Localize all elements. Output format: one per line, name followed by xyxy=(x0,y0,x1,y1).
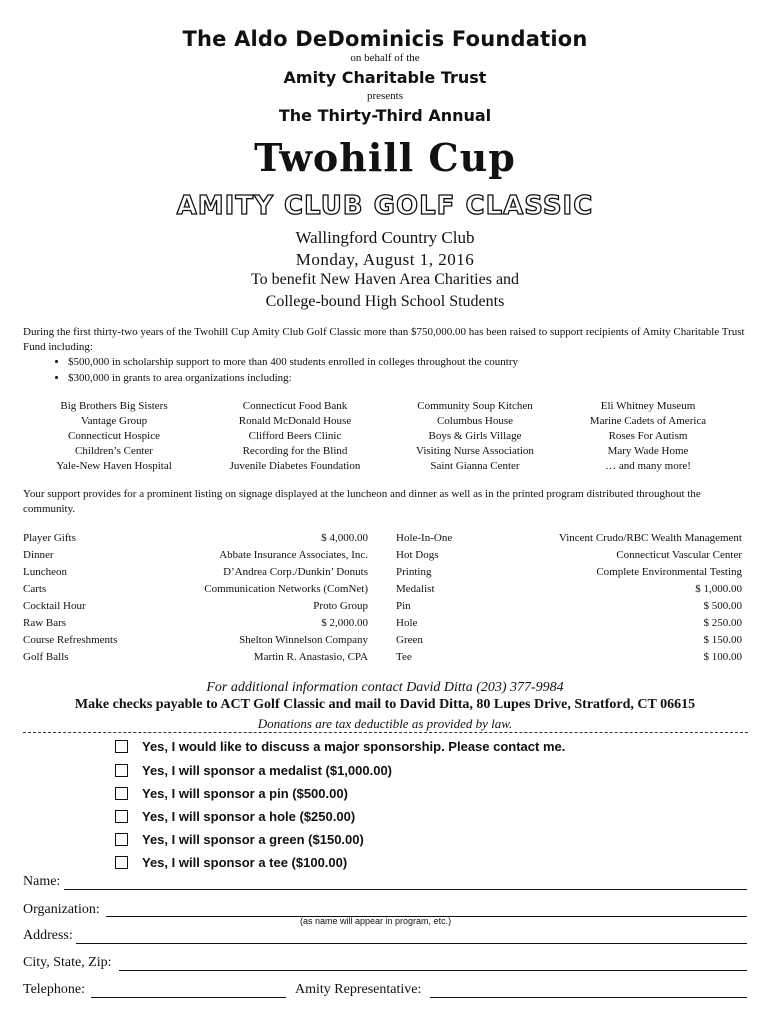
sponsor-item: Green xyxy=(396,634,423,646)
option-label: Yes, I will sponsor a hole ($250.00) xyxy=(142,809,356,824)
org-item: Connecticut Hospice xyxy=(68,430,160,442)
event-date: Monday, August 1, 2016 xyxy=(295,250,475,269)
org-item: Vantage Group xyxy=(80,415,148,427)
sponsor-name: Proto Group xyxy=(313,600,368,612)
option-label: Yes, I will sponsor a green ($150.00) xyxy=(142,832,364,847)
sponsor-name: Shelton Winnelson Company xyxy=(239,634,368,646)
name-field[interactable] xyxy=(64,889,747,890)
sponsor-name: $ 100.00 xyxy=(703,651,742,663)
sponsor-item: Pin xyxy=(396,600,411,612)
organization-label: Organization: xyxy=(23,902,100,917)
amity-rep-field[interactable] xyxy=(430,997,747,998)
org-item: Ronald McDonald House xyxy=(238,415,352,427)
bullet-list xyxy=(40,354,518,386)
telephone-field[interactable] xyxy=(91,997,286,998)
org-column-3 xyxy=(395,399,555,474)
sponsor-name: $ 1,000.00 xyxy=(695,583,742,595)
org-item: Clifford Beers Clinic xyxy=(248,430,342,442)
sponsor-name: $ 250.00 xyxy=(703,617,742,629)
sponsor-name: Complete Environmental Testing xyxy=(596,566,742,578)
org-column-4 xyxy=(578,399,718,474)
sponsor-item: Printing xyxy=(396,566,432,578)
org-column-1 xyxy=(30,399,198,474)
org-item: Big Brothers Big Sisters xyxy=(60,400,168,412)
sponsor-name: $ 150.00 xyxy=(703,634,742,646)
sponsor-row xyxy=(396,547,742,564)
support-paragraph: Your support provides for a prominent listing on signage displayed at the luncheon and dinner as well as in the printed program distributed throughout the community. xyxy=(23,488,701,515)
venue: Wallingford Country Club xyxy=(295,228,475,247)
org-column-2 xyxy=(210,399,380,474)
sponsor-item: Raw Bars xyxy=(23,617,67,629)
sponsor-name: Vincent Crudo/RBC Wealth Management xyxy=(558,532,742,544)
annual-title: The Thirty-Third Annual xyxy=(278,106,492,125)
sponsor-list-right xyxy=(396,530,742,666)
checkbox[interactable] xyxy=(115,810,128,823)
org-item: … and many more! xyxy=(605,460,691,472)
sponsor-item: Medalist xyxy=(396,583,435,595)
sponsor-row xyxy=(23,564,368,581)
sponsor-item: Cocktail Hour xyxy=(23,600,86,612)
sponsor-row xyxy=(23,598,368,615)
sponsor-row xyxy=(23,632,368,649)
name-label: Name: xyxy=(23,874,61,889)
sponsor-item: Golf Balls xyxy=(23,651,69,663)
option-label: Yes, I will sponsor a tee ($100.00) xyxy=(142,855,348,870)
org-item: Yale-New Haven Hospital xyxy=(56,460,172,472)
org-item: Recording for the Blind xyxy=(242,445,348,457)
sponsor-item: Course Refreshments xyxy=(23,634,118,646)
option-label: Yes, I will sponsor a pin ($500.00) xyxy=(142,786,348,801)
org-item: Children’s Center xyxy=(75,445,153,457)
sponsor-row xyxy=(396,530,742,547)
city-state-zip-field[interactable] xyxy=(119,970,747,971)
address-label: Address: xyxy=(23,928,73,943)
sponsor-item: Luncheon xyxy=(23,566,67,578)
sponsor-item: Dinner xyxy=(23,549,54,561)
checks-line: Make checks payable to ACT Golf Classic and mail to David Ditta, 80 Lupes Drive, Stratford, CT 06615 xyxy=(74,697,696,712)
telephone-label: Telephone: xyxy=(23,982,85,997)
org-item: Community Soup Kitchen xyxy=(417,400,533,412)
sponsor-row xyxy=(23,581,368,598)
sponsor-name: Communication Networks (ComNet) xyxy=(204,583,368,595)
cup-title: Twohill Cup xyxy=(254,135,516,180)
org-item: Connecticut Food Bank xyxy=(242,400,348,412)
org-item: Boys & Girls Village xyxy=(428,430,522,442)
sponsor-list-left xyxy=(23,530,368,666)
org-item: Columbus House xyxy=(436,415,514,427)
org-item: Roses For Autism xyxy=(608,430,688,442)
sponsor-item: Carts xyxy=(23,583,47,595)
bullet-item: • $300,000 in grants to area organizations including: xyxy=(68,370,518,386)
sponsor-row xyxy=(396,564,742,581)
tax-line: Donations are tax deductible as provided by law. xyxy=(257,716,513,731)
foundation-title: The Aldo DeDominicis Foundation xyxy=(182,27,588,51)
benefit-line-1: To benefit New Haven Area Charities and xyxy=(250,271,520,288)
org-item: Visiting Nurse Association xyxy=(416,445,534,457)
sponsor-name: Abbate Insurance Associates, Inc. xyxy=(219,549,368,561)
org-item: Saint Gianna Center xyxy=(430,460,520,472)
org-item: Mary Wade Home xyxy=(607,445,689,457)
sponsor-row xyxy=(23,547,368,564)
address-field[interactable] xyxy=(76,943,747,944)
contact-line: For additional information contact David Ditta (203) 377-9984 xyxy=(206,680,564,695)
on-behalf-text: on behalf of the xyxy=(350,52,420,64)
trust-title: Amity Charitable Trust xyxy=(283,68,487,87)
org-item: Marine Cadets of America xyxy=(589,415,707,427)
checkbox[interactable] xyxy=(115,856,128,869)
sponsor-name: Connecticut Vascular Center xyxy=(616,549,742,561)
cut-line xyxy=(23,732,748,733)
amity-rep-label: Amity Representative: xyxy=(295,982,422,997)
sponsor-row xyxy=(396,649,742,666)
sponsor-row xyxy=(23,615,368,632)
sponsor-row xyxy=(396,632,742,649)
sponsor-name: $ 4,000.00 xyxy=(321,532,368,544)
sponsor-row xyxy=(23,530,368,547)
sponsor-item: Player Gifts xyxy=(23,532,76,544)
classic-title: AMITY CLUB GOLF CLASSIC xyxy=(176,191,594,221)
sponsor-item: Tee xyxy=(396,651,412,663)
option-label: Yes, I will sponsor a medalist ($1,000.00) xyxy=(142,763,393,778)
sponsor-item: Hot Dogs xyxy=(396,549,439,561)
sponsor-name: D’Andrea Corp./Dunkin’ Donuts xyxy=(223,566,368,578)
org-item: Juvenile Diabetes Foundation xyxy=(229,460,361,472)
organization-note: (as name will appear in program, etc.) xyxy=(300,916,452,926)
intro-paragraph: During the first thirty-two years of the Twohill Cup Amity Club Golf Classic more than $750,000.00 has been raised to support recipients of Amity Charitable Trust Fund including: xyxy=(23,326,745,353)
checkbox[interactable] xyxy=(115,740,128,753)
benefit-line-2: College-bound High School Students xyxy=(265,293,505,310)
sponsor-name: $ 2,000.00 xyxy=(321,617,368,629)
sponsor-name: Martin R. Anastasio, CPA xyxy=(253,651,368,663)
presents-text: presents xyxy=(366,90,404,102)
sponsor-row xyxy=(23,649,368,666)
org-item: Eli Whitney Museum xyxy=(600,400,696,412)
checkbox[interactable] xyxy=(115,833,128,846)
option-label: Yes, I would like to discuss a major sponsorship. Please contact me. xyxy=(142,739,566,754)
checkbox[interactable] xyxy=(115,764,128,777)
sponsor-row xyxy=(396,598,742,615)
sponsor-item: Hole xyxy=(396,617,418,629)
bullet-item: • $500,000 in scholarship support to more than 400 students enrolled in colleges throughout the country xyxy=(68,354,518,370)
sponsor-row xyxy=(396,581,742,598)
sponsor-item: Hole-In-One xyxy=(396,532,453,544)
sponsor-name: $ 500.00 xyxy=(703,600,742,612)
checkbox[interactable] xyxy=(115,787,128,800)
city-state-zip-label: City, State, Zip: xyxy=(23,955,112,970)
sponsor-row xyxy=(396,615,742,632)
